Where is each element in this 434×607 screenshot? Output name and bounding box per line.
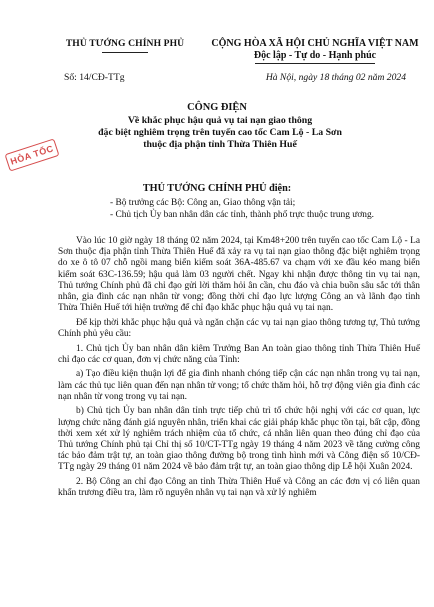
body-paragraph: b) Chủ tịch Ủy ban nhân dân tỉnh trực tiếp chủ trì tổ chức hội nghị với các cơ quan, lực lượng chức năng đánh giá nguyên nhân, triển khai các giải pháp khắc phục tồn tại, bất cập, đồng thời xem xét xử lý nghiêm trách nhiệm của tổ chức, cá nhân liên quan theo đúng chỉ đạo của Thủ tướng Chính phủ tại Chỉ thị số 10/CT-TTg ngày 19 tháng 4 năm 2023 về tăng cường công tác bảo đảm trật tự, an toàn giao thông đường bộ trong tình hình mới và Công điện số 10/CĐ-TTg ngày 29 tháng 01 năm 2024 về bảo đảm trật tự, an toàn giao thông dịp Lễ hội Xuân 2024. (58, 406, 420, 473)
urgent-stamp: HỎA TỐC (4, 138, 59, 171)
nation-name: CỘNG HÒA XÃ HỘI CHỦ NGHĨA VIỆT NAM (211, 38, 419, 49)
body-paragraph: 1. Chủ tịch Ủy ban nhân dân kiêm Trưởng Ban An toàn giao thông tỉnh Thừa Thiên Huế chỉ đạo các cơ quan, đơn vị chức năng của Tỉnh: (58, 343, 420, 365)
body-paragraph: Để kịp thời khắc phục hậu quả và ngăn chặn các vụ tai nạn giao thông tương tự, Thủ tướng Chính phủ yêu cầu: (58, 317, 420, 340)
subject-line: Về khắc phục hậu quả vụ tai nạn giao thông (127, 115, 313, 126)
issuer-underline (102, 52, 148, 53)
motto-underline (255, 63, 375, 64)
recipients-list (110, 197, 430, 221)
body-paragraph: 2. Bộ Công an chỉ đạo Công an tỉnh Thừa Thiên Huế và Công an các đơn vị có liên quan khẩn trương điều tra, làm rõ nguyên nhân vụ tai nạn và xử lý nghiêm (58, 477, 420, 499)
document-number: Số: 14/CĐ-TTg (64, 72, 125, 83)
issuer-block (40, 38, 210, 53)
document-subject (40, 115, 400, 151)
sender-line: THỦ TƯỚNG CHÍNH PHỦ điện: (142, 183, 292, 194)
body-paragraph: a) Tạo điều kiện thuận lợi để gia đình nhanh chóng tiếp cận các nạn nhân trong vụ tai nạn, làm các thủ tục liên quan đến nạn nhân tử vong; tổ chức thăm hỏi, hỗ trợ động viên gia đình các nạn nhân từ vong trong vụ tai nạn. (58, 369, 420, 402)
document-body (58, 236, 420, 503)
national-heading (200, 38, 430, 64)
subject-line: đặc biệt nghiêm trọng trên tuyến cao tốc Cam Lộ - La Sơn (98, 127, 342, 138)
body-paragraph: Vào lúc 10 giờ ngày 18 tháng 02 năm 2024, tại Km48+200 trên tuyến cao tốc Cam Lộ - La Sơn thuộc địa phận tỉnh Thừa Thiên Huế đã xảy ra vụ tai nạn giao thông đặc biệt nghiêm trọng do xe ô tô 07 chỗ ngồi mang biển kiểm soát 36A-485.67 va chạm với xe đầu kéo mang biển kiểm soát 63C-136.59; hậu quả làm 03 người chết. Ngay khi nhận được thông tin vụ tai nạn, Thủ tướng Chính phủ đã chỉ đạo gửi lời thăm hỏi ân cần, chu đáo và chia buồn sâu sắc tới thân nhân, gia đình các nạn nhân từ vong; đồng thời chỉ đạo lực lượng Công an và lãnh đạo tỉnh Thừa Thiên Huế tới hiện trường để chỉ đạo khắc phục hậu quả vụ tai nạn. (58, 236, 420, 314)
recipient-item: - Bộ trưởng các Bộ: Công an, Giao thông vận tải; (110, 198, 296, 208)
place-date: Hà Nội, ngày 18 tháng 02 năm 2024 (265, 72, 406, 83)
document-kind: CÔNG ĐIỆN (187, 102, 247, 113)
national-motto: Độc lập - Tự do - Hạnh phúc (253, 50, 377, 61)
subject-line: thuộc địa phận tỉnh Thừa Thiên Huế (143, 139, 297, 150)
recipient-item: - Chủ tịch Ủy ban nhân dân các tỉnh, thành phố trực thuộc trung ương. (110, 210, 375, 220)
issuer-name: THỦ TƯỚNG CHÍNH PHỦ (65, 38, 185, 49)
